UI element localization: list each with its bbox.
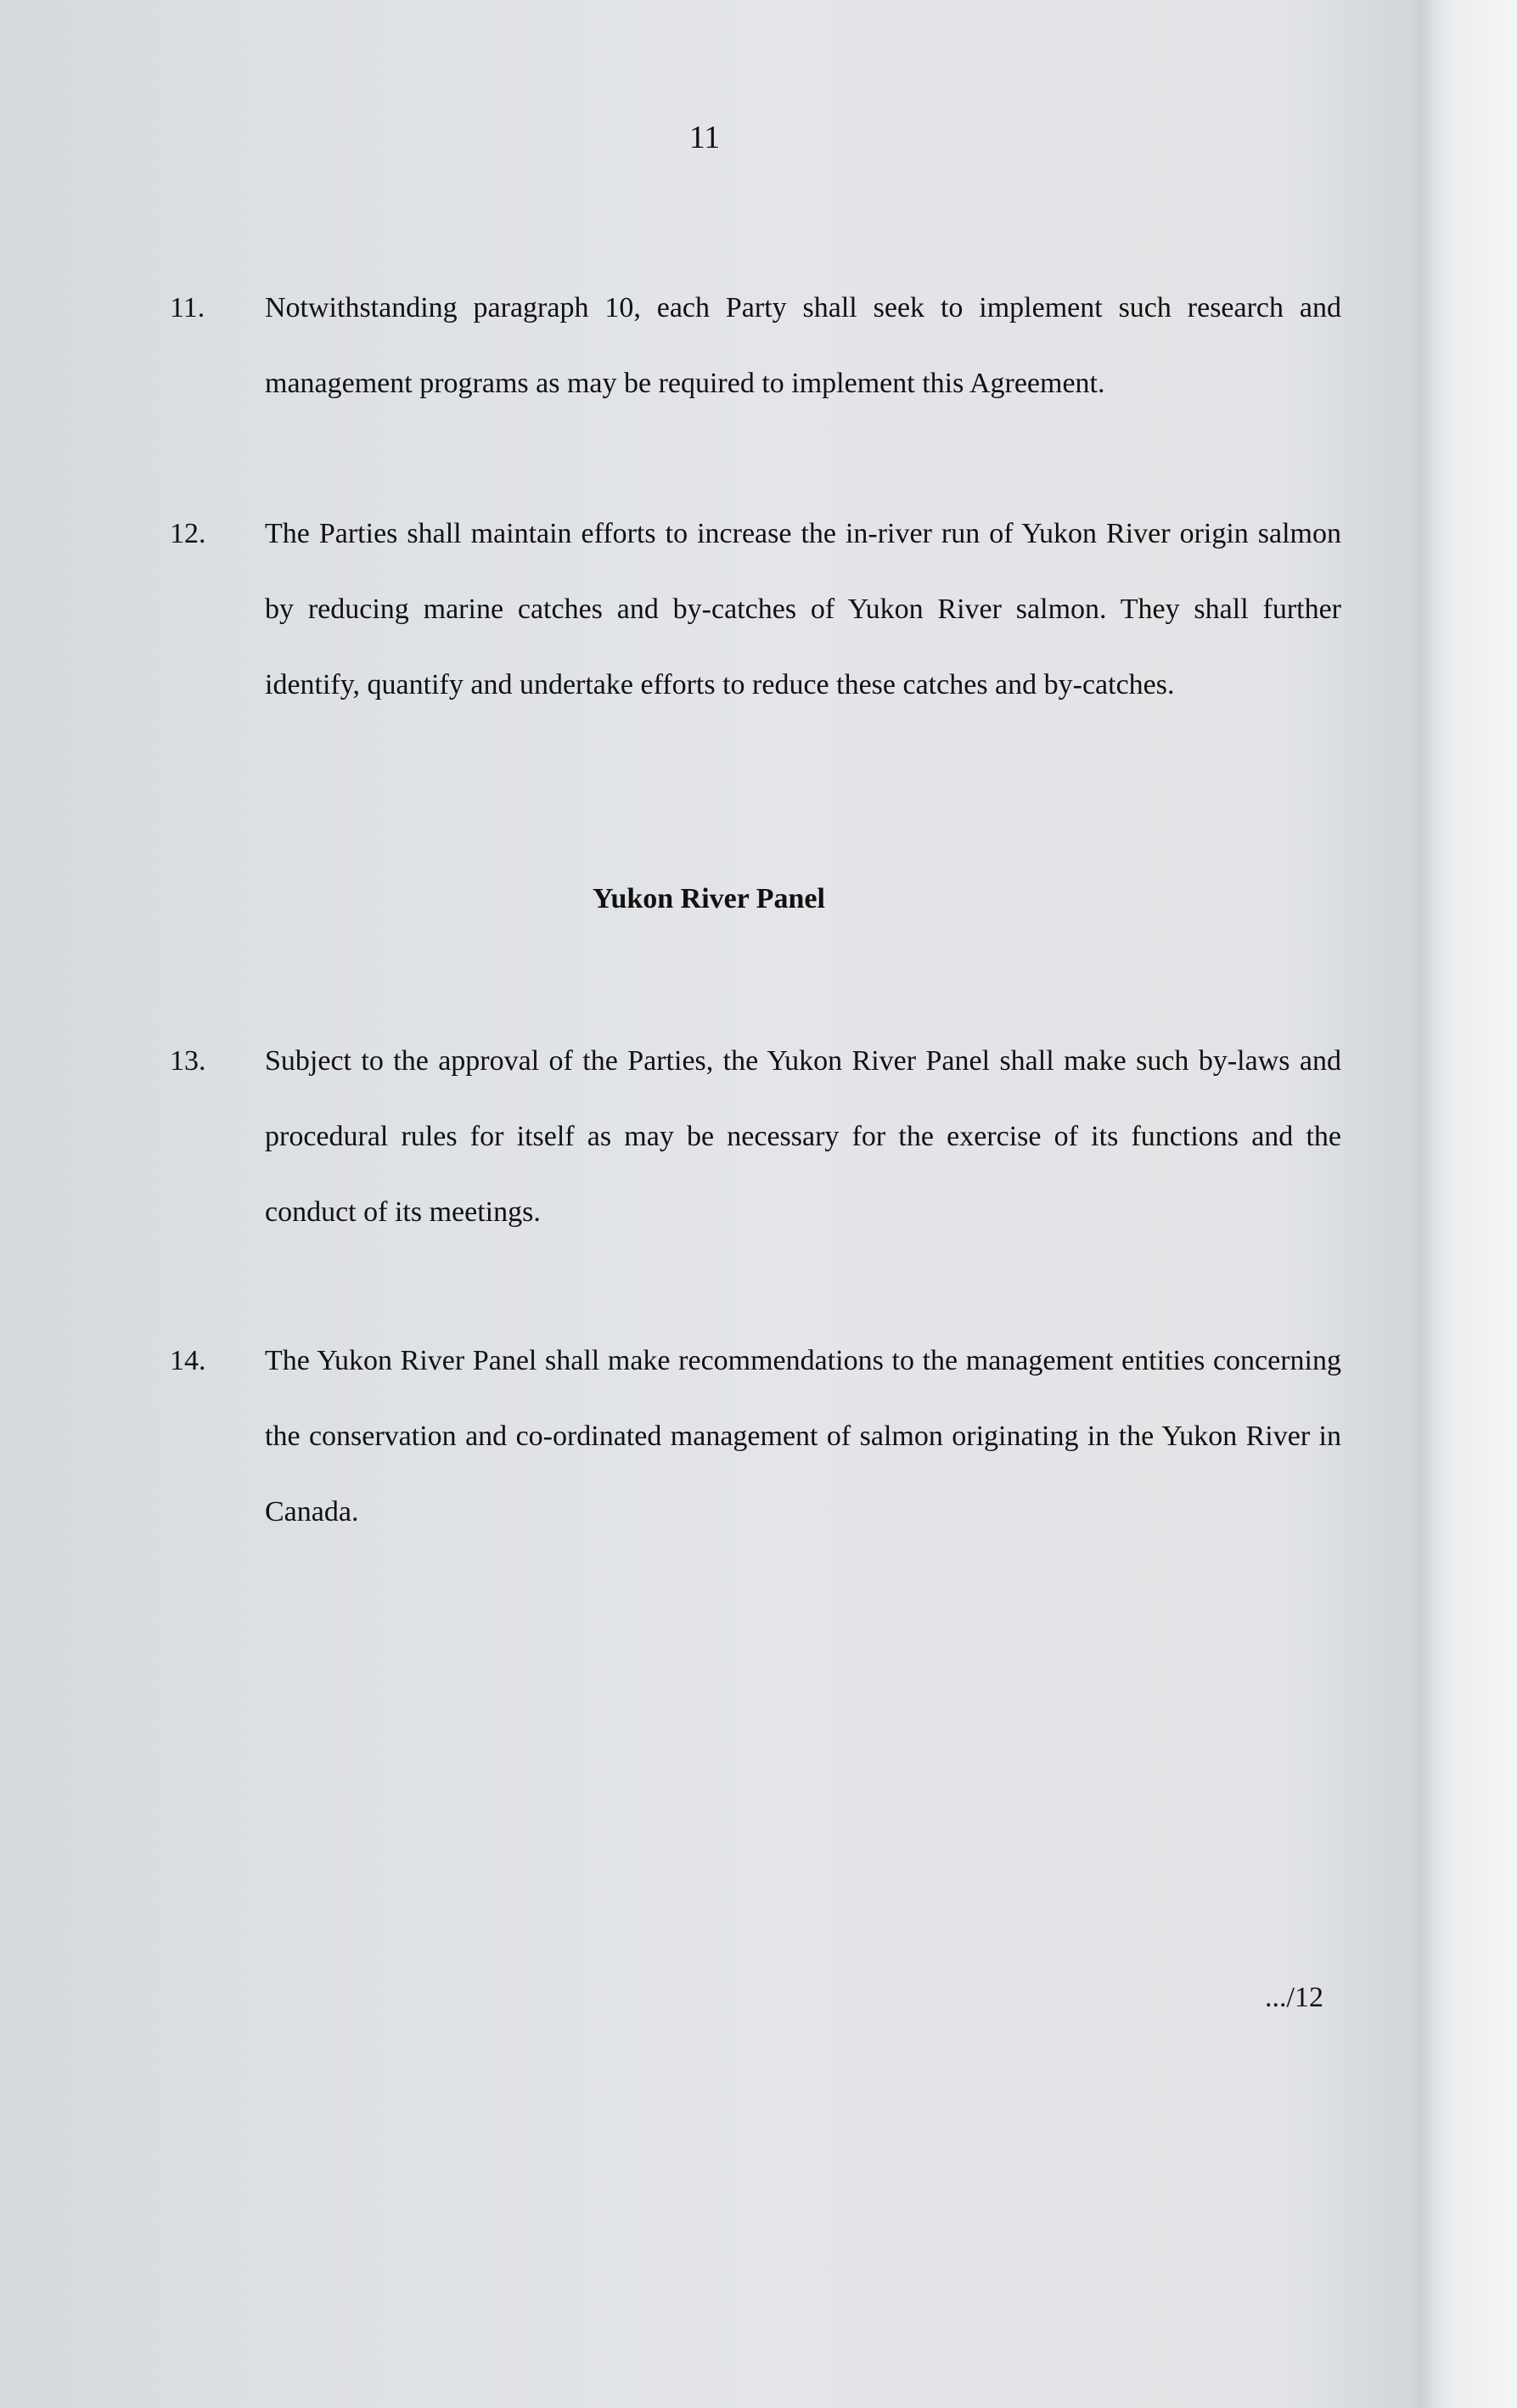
- paragraph-number: 13.: [170, 1045, 206, 1077]
- paragraph-text: Subject to the approval of the Parties, the Yukon River Panel shall make such by-laws and procedural rules for itself as may be necessary for the exercise of its functions and the conduct of its meetings.: [265, 1045, 1341, 1228]
- page-number: 11: [688, 120, 721, 155]
- section-heading: Yukon River Panel: [593, 883, 825, 914]
- paragraph-number: 11.: [170, 292, 205, 324]
- paragraph-11: [170, 270, 1341, 421]
- paragraph-number: 14.: [170, 1345, 206, 1376]
- page-edge-shadow: [1409, 0, 1435, 2408]
- paragraph-13: [170, 1023, 1341, 1250]
- paragraph-12: [170, 496, 1341, 723]
- continuation-marker: .../12: [1265, 1982, 1323, 2013]
- paragraph-14: [170, 1323, 1341, 1550]
- paragraph-text: Notwithstanding paragraph 10, each Party shall seek to implement such research and management programs as may be required to implement this Agreement.: [265, 292, 1341, 399]
- paragraph-number: 12.: [170, 518, 206, 549]
- paragraph-text: The Yukon River Panel shall make recommendations to the management entities concerning the conservation and co-ordinated management of salmon originating in the Yukon River in Canada.: [265, 1345, 1341, 1528]
- paragraph-text: The Parties shall maintain efforts to increase the in-river run of Yukon River origin salmon by reducing marine catches and by-catches of Yukon River salmon. They shall further identify, quantify and undertake efforts to reduce these catches and by-catches.: [265, 518, 1341, 700]
